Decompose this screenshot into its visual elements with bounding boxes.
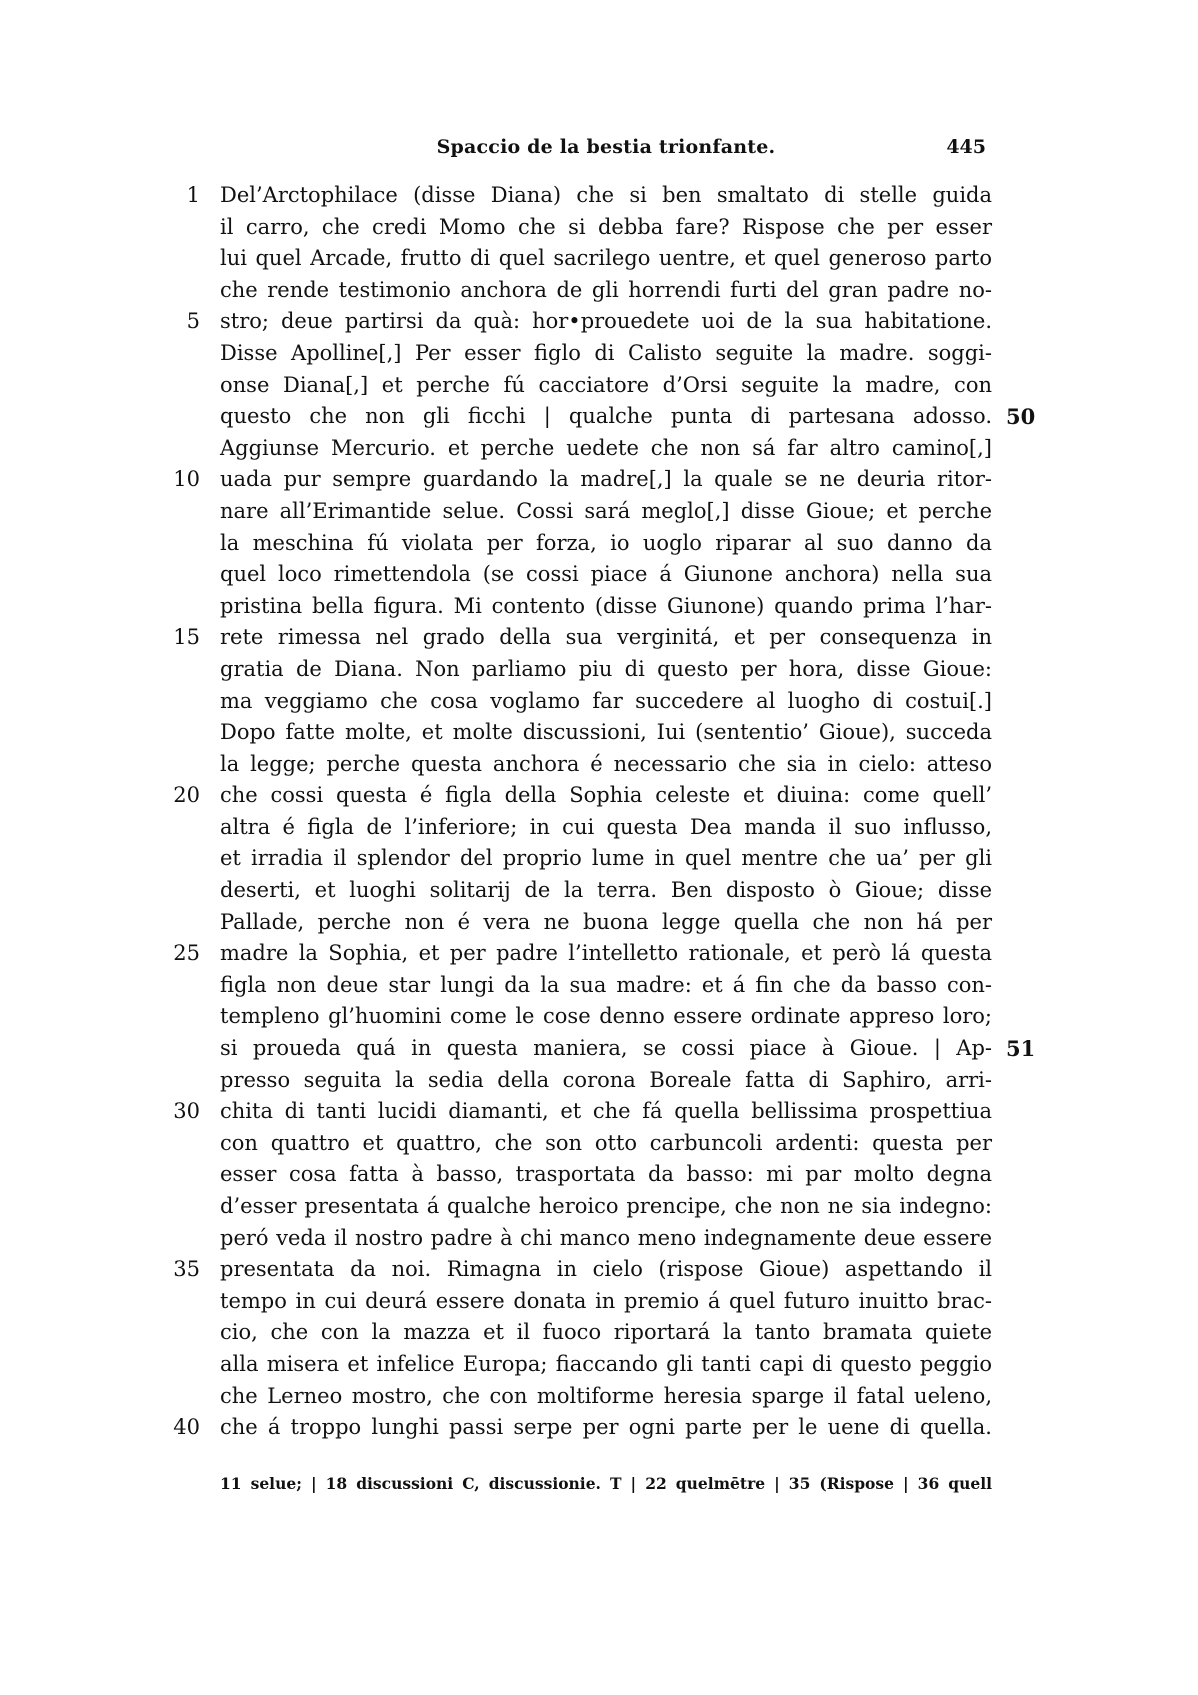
line-text: che á troppo lunghi passi serpe per ogni parte per le uene di quella.: [220, 1415, 992, 1440]
text-line: [186, 306, 992, 338]
margin-folio-number: 51: [1006, 1036, 1036, 1062]
text-line: [220, 1349, 992, 1381]
text-line: [186, 180, 992, 212]
page-header: [220, 136, 992, 166]
line-text: stro; deue partirsi da quà: hor•prouedete uoi de la sua habitatione.: [220, 309, 992, 334]
line-text: Aggiunse Mercurio. et perche uedete che non sá far altro camino[,]: [220, 435, 992, 460]
line-number: 5: [186, 309, 200, 334]
line-text: questo che non gli ficchi | qualche punta di partesana adosso.: [220, 404, 992, 429]
line-text: pristina bella figura. Mi contento (disse Giunone) quando prima l’har-: [220, 593, 992, 618]
line-number: 25: [173, 941, 200, 966]
line-text: rete rimessa nel grado della sua verginitá, et per consequenza in: [220, 625, 992, 650]
line-text: esser cosa fatta à basso, trasportata da basso: mi par molto degna: [220, 1162, 992, 1187]
line-text: madre la Sophia, et per padre l’intelletto rationale, et però lá questa: [220, 941, 992, 966]
line-text: presso seguita la sedia della corona Boreale fatta di Saphiro, arri-: [220, 1067, 992, 1092]
text-line: [220, 1381, 992, 1413]
margin-folio-number: 50: [1006, 404, 1036, 430]
line-text: che rende testimonio anchora de gli horrendi furti del gran padre no-: [220, 277, 992, 302]
text-line: [220, 1317, 992, 1349]
line-text: il carro, che credi Momo che si debba fare? Rispose che per esser: [220, 214, 992, 239]
line-text: onse Diana[,] et perche fú cacciatore d’Orsi seguite la madre, con: [220, 372, 992, 397]
line-number: 30: [173, 1099, 200, 1124]
text-line: [173, 1096, 992, 1128]
text-line: [220, 528, 992, 560]
running-title: Spaccio de la bestia trionfante.: [436, 136, 776, 158]
line-text: lui quel Arcade, frutto di quel sacrilego uentre, et quel generoso parto: [220, 246, 992, 271]
line-text: Dopo fatte molte, et molte discussioni, Iui (sententio’ Gioue), succeda: [220, 720, 992, 745]
text-line: [220, 749, 992, 781]
line-text: deserti, et luoghi solitarij de la terra. Ben disposto ò Gioue; disse: [220, 878, 992, 903]
line-text: cio, che con la mazza et il fuoco riportará la tanto bramata quiete: [220, 1320, 992, 1345]
text-line: [220, 1033, 1036, 1065]
line-text: con quattro et quattro, che son otto carbuncoli ardenti: questa per: [220, 1130, 992, 1155]
text-line: [220, 1065, 992, 1097]
line-text: ma veggiamo che cosa voglamo far succedere al luogho di costui[.]: [220, 688, 992, 713]
text-line: [220, 654, 992, 686]
line-text: Del’Arctophilace (disse Diana) che si ben smaltato di stelle guida: [220, 183, 992, 207]
text-line: [220, 1223, 992, 1255]
line-text: altra é figla de l’inferiore; in cui questa Dea manda il suo influsso,: [220, 814, 992, 839]
line-number: 40: [173, 1415, 200, 1440]
text-line: [220, 212, 992, 244]
line-text: gratia de Diana. Non parliamo piu di questo per hora, disse Gioue:: [220, 656, 992, 681]
text-line: [220, 1286, 992, 1318]
text-line: [220, 433, 992, 465]
text-line: [220, 1128, 992, 1160]
line-text: templeno gl’huomini come le cose denno essere ordinate appreso loro;: [220, 1004, 992, 1029]
line-text: quel loco rimettendola (se cossi piace á Giunone anchora) nella sua: [220, 562, 992, 587]
line-number: 20: [173, 783, 200, 808]
text-line: [173, 780, 992, 812]
text-line: [220, 591, 992, 623]
text-line: [220, 843, 992, 875]
line-number: 10: [173, 467, 200, 492]
line-text: peró veda il nostro padre à chi manco meno indegnamente deue essere: [220, 1225, 992, 1250]
line-text: d’esser presentata á qualche heroico prencipe, che non ne sia indegno:: [220, 1194, 992, 1218]
text-line: [220, 970, 992, 1002]
text-line: [220, 338, 992, 370]
text-line: [220, 243, 992, 275]
text-line: [220, 875, 992, 907]
text-line: [220, 717, 992, 749]
line-text: chita di tanti lucidi diamanti, et che fá quella bellissima prospettiua: [220, 1099, 992, 1124]
main-text: [173, 180, 1036, 1444]
line-number: 15: [173, 625, 200, 650]
line-text: si proueda quá in questa maniera, se cossi piace à Gioue. | Ap-: [220, 1036, 992, 1061]
line-text: figla non deue star lungi da la sua madre: et á fin che da basso con-: [220, 972, 992, 997]
line-text: presentata da noi. Rimagna in cielo (rispose Gioue) aspettando il: [220, 1257, 992, 1282]
text-line: [220, 686, 992, 718]
text-line: [173, 464, 992, 496]
text-line: [220, 496, 992, 528]
text-line: [220, 370, 992, 402]
text-line: [220, 1159, 992, 1191]
line-number: 1: [186, 183, 200, 207]
line-text: che cossi questa é figla della Sophia celeste et diuina: come quell’: [220, 783, 992, 808]
text-line: [220, 1191, 992, 1223]
line-text: la legge; perche questa anchora é necessario che sia in cielo: atteso: [220, 751, 992, 776]
line-text: Pallade, perche non é vera ne buona legge quella che non há per: [220, 909, 992, 934]
text-line: [173, 1412, 992, 1444]
line-text: tempo in cui deurá essere donata in premio á quel futuro inuitto brac-: [220, 1288, 992, 1313]
text-line: [220, 907, 992, 939]
line-text: et irradia il splendor del proprio lume in quel mentre che ua’ per gli: [220, 846, 992, 871]
text-line: [220, 275, 992, 307]
line-text: nare all’Erimantide selue. Cossi sará meglo[,] disse Gioue; et perche: [220, 498, 992, 523]
text-line: [173, 938, 992, 970]
line-text: la meschina fú violata per forza, io uoglo riparar al suo danno da: [220, 530, 992, 555]
text-line: [220, 812, 992, 844]
text-line: [220, 559, 992, 591]
text-line: [173, 1254, 992, 1286]
line-number: 35: [173, 1257, 200, 1282]
text-line: [220, 401, 1036, 433]
line-text: uada pur sempre guardando la madre[,] la quale se ne deuria ritor-: [220, 467, 992, 492]
page-number: 445: [946, 136, 986, 158]
line-text: che Lerneo mostro, che con moltiforme heresia sparge il fatal ueleno,: [220, 1383, 992, 1408]
footnotes: 11 selue; | 18 discussioni C, discussionie. T | 22 quelmētre | 35 (Rispose | 36 quell: [220, 1474, 992, 1493]
text-line: [173, 622, 992, 654]
line-text: alla misera et infelice Europa; fiaccando gli tanti capi di questo peggio: [220, 1351, 992, 1376]
line-text: Disse Apolline[,] Per esser figlo di Calisto seguite la madre. soggi-: [220, 340, 992, 365]
text-line: [220, 1001, 992, 1033]
